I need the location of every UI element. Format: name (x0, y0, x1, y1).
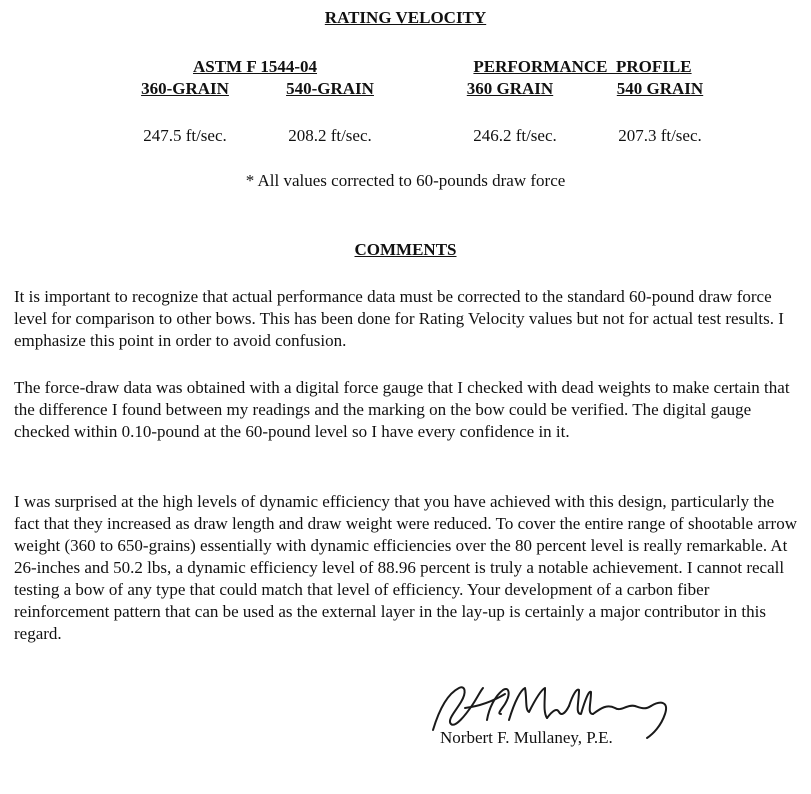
astm-360-grain-value: 247.5 ft/sec. (143, 126, 227, 145)
comment-paragraph-1: It is important to recognize that actual performance data must be corrected to the standard 60-pound draw force level for comparison to other bows. This has been done for Rating Velocity values but not for actual test results. I emphasize this point in order to avoid confusion. (14, 287, 784, 350)
astm-360-grain-header: 360-GRAIN (141, 79, 229, 98)
profile-360-grain-value: 246.2 ft/sec. (473, 126, 557, 145)
correction-note: * All values corrected to 60-pounds draw force (245, 171, 566, 190)
rating-velocity-title: RATING VELOCITY (324, 8, 487, 27)
comments-title: COMMENTS (354, 240, 457, 259)
profile-360-grain-header: 360 GRAIN (466, 79, 554, 98)
profile-540-grain-header: 540 GRAIN (616, 79, 704, 98)
signer-name: Norbert F. Mullaney, P.E. (440, 728, 613, 747)
astm-540-grain-header: 540-GRAIN (286, 79, 374, 98)
astm-540-grain-value: 208.2 ft/sec. (288, 126, 372, 145)
performance-profile-group-header: PERFORMANCE PROFILE (473, 57, 692, 76)
comment-paragraph-2: The force-draw data was obtained with a digital force gauge that I checked with dead weights to make certain that the difference I found between my readings and the marking on the bow could be verified. The digital gauge checked within 0.10-pound at the 60-pound level so I have every confidence in it. (14, 378, 790, 441)
comment-paragraph-3: I was surprised at the high levels of dynamic efficiency that you have achieved with this design, particularly the fact that they increased as draw length and draw weight were reduced. To cover the entire range of shootable arrow weight (360 to 650-grains) essentially with dynamic efficiencies over the 80 percent level is really remarkable. At 26-inches and 50.2 lbs, a dynamic efficiency level of 88.96 percent is truly a notable achievement. I cannot recall testing a bow of any type that could match that level of efficiency. Your development of a carbon fiber reinforcement pattern that can be used as the external layer in the lay-up is certainly a major contributor in this regard. (14, 492, 797, 643)
profile-540-grain-value: 207.3 ft/sec. (618, 126, 702, 145)
astm-group-header: ASTM F 1544-04 (192, 57, 318, 76)
